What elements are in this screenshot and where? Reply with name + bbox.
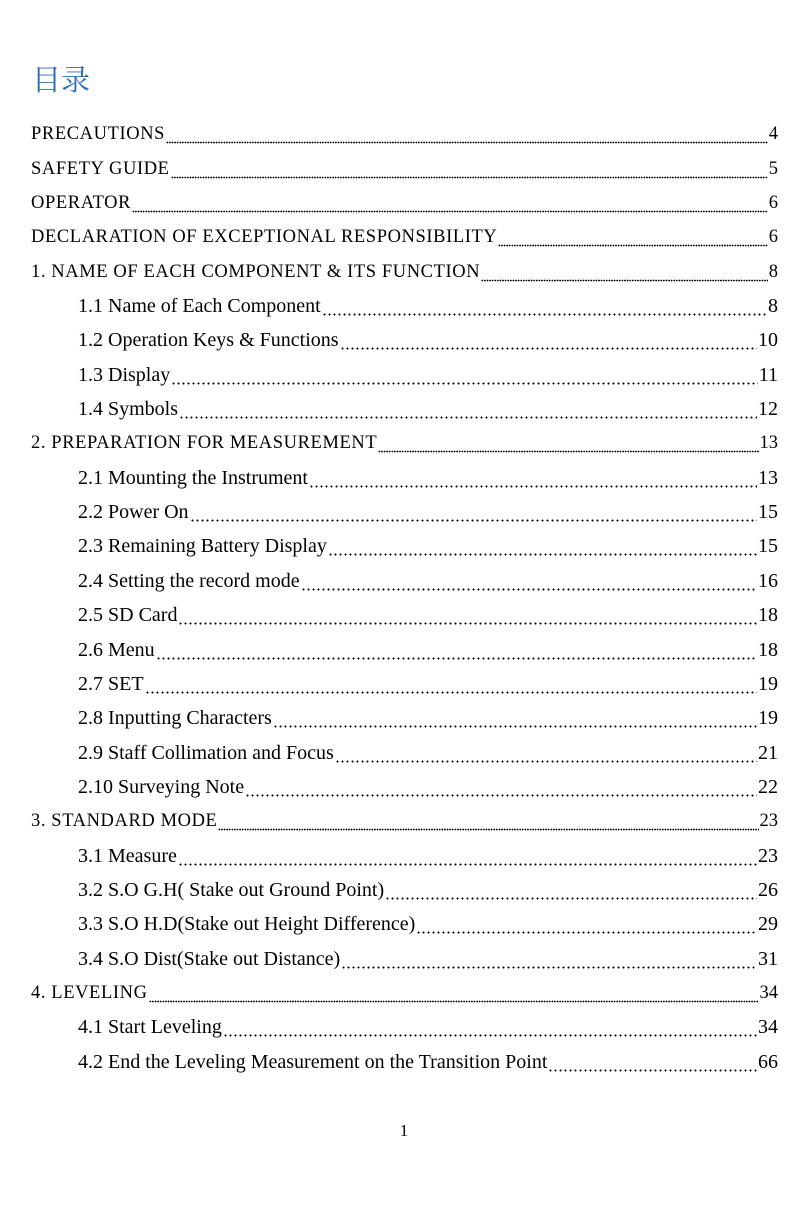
toc-entry-page: 19 bbox=[758, 707, 778, 730]
toc-entry-label: 2.1 Mounting the Instrument bbox=[78, 466, 308, 489]
toc-entry-page: 12 bbox=[758, 398, 778, 421]
toc-leader-dots bbox=[385, 878, 757, 902]
toc-entry-page: 18 bbox=[758, 604, 778, 627]
toc-entry-label: 1.2 Operation Keys & Functions bbox=[78, 329, 339, 352]
toc-leader-dots bbox=[145, 672, 757, 696]
toc-entry-page: 31 bbox=[758, 947, 778, 970]
toc-leader-dots bbox=[132, 191, 768, 215]
toc-leader-dots bbox=[498, 225, 767, 249]
toc-entry-2-4[interactable] bbox=[0, 562, 808, 596]
toc-entry-label: 4.1 Start Leveling bbox=[78, 1016, 222, 1039]
toc-leader-dots bbox=[223, 1015, 757, 1039]
toc-entry-page: 15 bbox=[758, 535, 778, 558]
toc-leader-dots bbox=[301, 569, 757, 593]
toc-entry-precautions[interactable] bbox=[0, 116, 808, 150]
toc-entry-page: 13 bbox=[758, 466, 778, 489]
toc-leader-dots bbox=[178, 603, 757, 627]
toc-entry-label: DECLARATION OF EXCEPTIONAL RESPONSIBILITY bbox=[31, 227, 498, 248]
toc-entry-page: 13 bbox=[759, 433, 778, 454]
toc-leader-dots bbox=[171, 363, 758, 387]
toc-leader-dots bbox=[149, 981, 759, 1005]
toc-entry-safety-guide[interactable] bbox=[0, 150, 808, 184]
toc-entry-label: 2.4 Setting the record mode bbox=[78, 569, 300, 592]
toc-entry-1-2[interactable] bbox=[0, 322, 808, 356]
toc-entry-label: 3.3 S.O H.D(Stake out Height Difference) bbox=[78, 913, 416, 936]
toc-leader-dots bbox=[309, 466, 757, 490]
toc-entry-label: 4.2 End the Leveling Measurement on the Transition Point bbox=[78, 1050, 548, 1073]
toc-entry-page: 15 bbox=[758, 501, 778, 524]
toc-leader-dots bbox=[328, 534, 757, 558]
toc-entry-page: 34 bbox=[758, 1016, 778, 1039]
toc-leader-dots bbox=[335, 741, 757, 765]
toc-leader-dots bbox=[481, 260, 768, 284]
toc-entry-label: 3.1 Measure bbox=[78, 844, 177, 867]
toc-entry-2-6[interactable] bbox=[0, 631, 808, 665]
toc-entry-label: 3.2 S.O G.H( Stake out Ground Point) bbox=[78, 878, 385, 901]
toc-leader-dots bbox=[178, 844, 757, 868]
toc-entry-label: 2.7 SET bbox=[78, 672, 144, 695]
toc-entry-section-3[interactable] bbox=[0, 803, 808, 837]
toc-entry-3-2[interactable] bbox=[0, 872, 808, 906]
toc-leader-dots bbox=[378, 431, 758, 455]
toc-entry-label: 2.8 Inputting Characters bbox=[78, 707, 272, 730]
toc-entry-2-7[interactable] bbox=[0, 666, 808, 700]
toc-leader-dots bbox=[273, 706, 757, 730]
toc-entry-label: SAFETY GUIDE bbox=[31, 158, 170, 179]
toc-entry-4-2[interactable] bbox=[0, 1043, 808, 1077]
toc-entry-2-10[interactable] bbox=[0, 769, 808, 803]
toc-entry-page: 11 bbox=[758, 363, 778, 386]
toc-entry-section-1[interactable] bbox=[0, 253, 808, 287]
toc-entry-page: 4 bbox=[768, 124, 778, 145]
toc-entry-page: 22 bbox=[758, 775, 778, 798]
toc-title: 目录 bbox=[32, 63, 91, 97]
toc-entry-page: 34 bbox=[759, 982, 778, 1003]
toc-entry-page: 23 bbox=[759, 811, 778, 832]
toc-entry-page: 66 bbox=[758, 1050, 778, 1073]
toc-entry-page: 6 bbox=[768, 227, 778, 248]
toc-entry-section-2[interactable] bbox=[0, 425, 808, 459]
toc-entry-2-1[interactable] bbox=[0, 459, 808, 493]
toc-leader-dots bbox=[171, 157, 768, 181]
toc-entry-page: 8 bbox=[768, 261, 778, 282]
toc-leader-dots bbox=[179, 397, 757, 421]
toc-entry-page: 29 bbox=[758, 913, 778, 936]
toc-leader-dots bbox=[416, 912, 757, 936]
toc-entry-section-4[interactable] bbox=[0, 975, 808, 1009]
toc-entry-label: 2. PREPARATION FOR MEASUREMENT bbox=[31, 433, 378, 454]
toc-entry-label: 2.2 Power On bbox=[78, 501, 189, 524]
toc-entry-label: PRECAUTIONS bbox=[31, 124, 166, 145]
toc-entry-label: 1.4 Symbols bbox=[78, 398, 179, 421]
toc-entry-page: 18 bbox=[758, 638, 778, 661]
toc-entry-page: 5 bbox=[768, 158, 778, 179]
toc-entry-page: 6 bbox=[768, 193, 778, 214]
toc-leader-dots bbox=[156, 638, 757, 662]
toc-entry-page: 26 bbox=[758, 878, 778, 901]
toc-entry-page: 10 bbox=[758, 329, 778, 352]
toc-leader-dots bbox=[322, 294, 767, 318]
toc-leader-dots bbox=[166, 122, 768, 146]
toc-entry-label: 1.1 Name of Each Component bbox=[78, 295, 321, 318]
toc-leader-dots bbox=[190, 500, 757, 524]
toc-entry-page: 23 bbox=[758, 844, 778, 867]
toc-entry-page: 16 bbox=[758, 569, 778, 592]
toc-entry-label: 3.4 S.O Dist(Stake out Distance) bbox=[78, 947, 341, 970]
toc-leader-dots bbox=[245, 775, 757, 799]
toc-entry-2-2[interactable] bbox=[0, 494, 808, 528]
toc-entry-1-3[interactable] bbox=[0, 356, 808, 390]
toc-entry-label: 2.3 Remaining Battery Display bbox=[78, 535, 327, 558]
toc-entry-label: 2.9 Staff Collimation and Focus bbox=[78, 741, 334, 764]
toc-entry-3-4[interactable] bbox=[0, 940, 808, 974]
toc-entry-3-1[interactable] bbox=[0, 837, 808, 871]
toc-entry-label: 2.10 Surveying Note bbox=[78, 775, 245, 798]
toc-entry-label: 4. LEVELING bbox=[31, 982, 148, 1003]
toc-entry-page: 21 bbox=[758, 741, 778, 764]
toc-entry-1-1[interactable] bbox=[0, 288, 808, 322]
toc-entry-2-9[interactable] bbox=[0, 734, 808, 768]
toc-entry-4-1[interactable] bbox=[0, 1009, 808, 1043]
toc-entry-label: 2.6 Menu bbox=[78, 638, 155, 661]
toc-entry-label: 2.5 SD Card bbox=[78, 604, 178, 627]
toc-entry-2-8[interactable] bbox=[0, 700, 808, 734]
toc-entry-page: 19 bbox=[758, 672, 778, 695]
toc-entry-label: 1.3 Display bbox=[78, 363, 171, 386]
toc-entry-page: 8 bbox=[768, 295, 778, 318]
toc-leader-dots bbox=[548, 1050, 757, 1074]
toc-leader-dots bbox=[218, 809, 758, 833]
toc-entry-operator[interactable] bbox=[0, 185, 808, 219]
toc-leader-dots bbox=[340, 328, 757, 352]
toc-leader-dots bbox=[341, 947, 757, 971]
toc-entry-3-3[interactable] bbox=[0, 906, 808, 940]
table-of-contents bbox=[0, 116, 808, 1078]
toc-entry-declaration[interactable] bbox=[0, 219, 808, 253]
toc-entry-2-5[interactable] bbox=[0, 597, 808, 631]
toc-entry-label: 1. NAME OF EACH COMPONENT & ITS FUNCTION bbox=[31, 261, 481, 282]
toc-entry-label: OPERATOR bbox=[31, 193, 132, 214]
toc-entry-label: 3. STANDARD MODE bbox=[31, 811, 218, 832]
page-number: 1 bbox=[399, 1121, 409, 1140]
toc-entry-2-3[interactable] bbox=[0, 528, 808, 562]
toc-entry-1-4[interactable] bbox=[0, 391, 808, 425]
